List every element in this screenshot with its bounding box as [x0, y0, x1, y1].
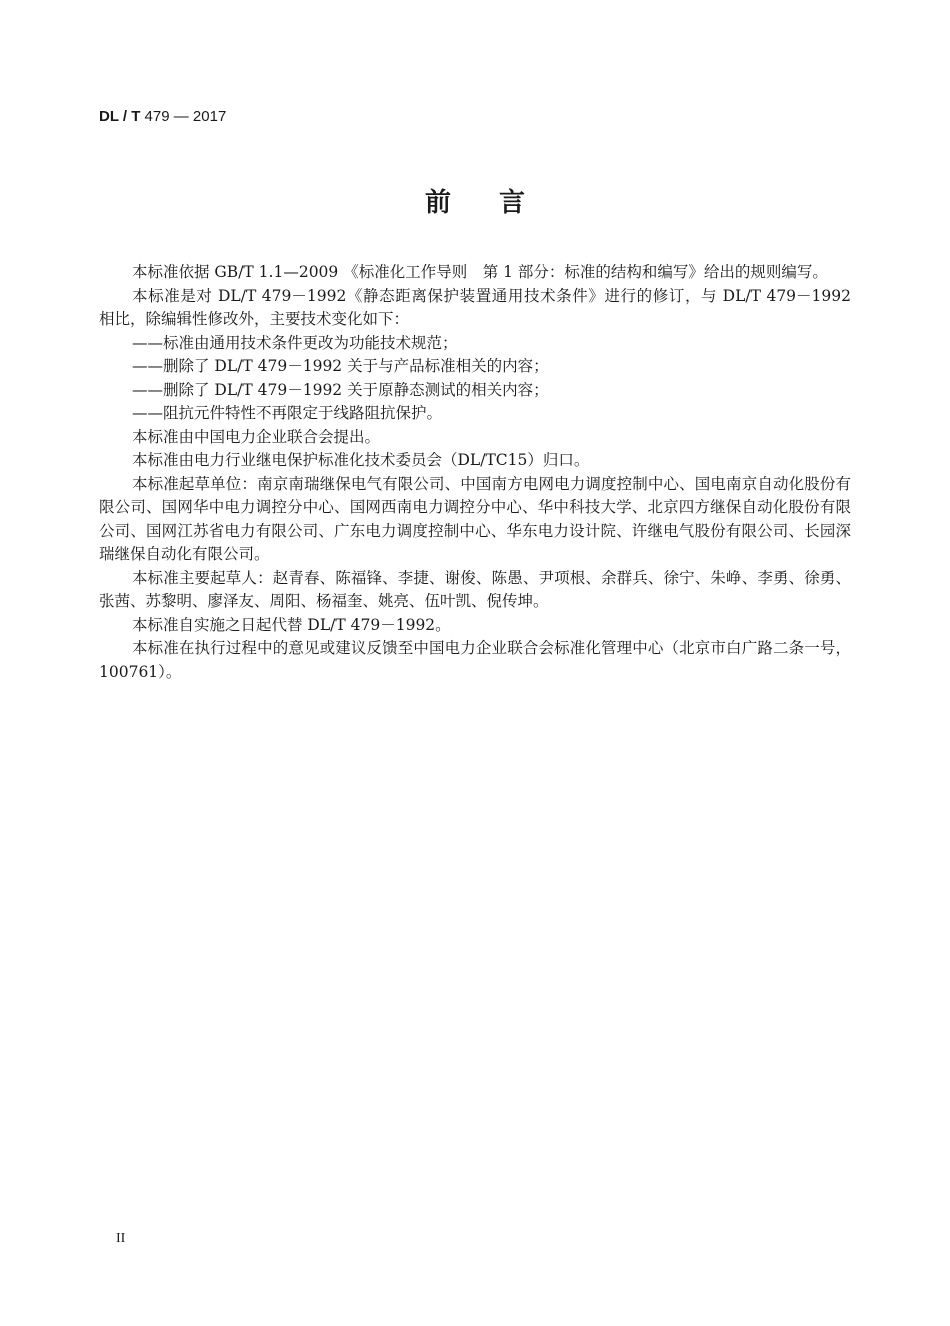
- change-item: ——阻抗元件特性不再限定于线路阻抗保护。: [132, 404, 443, 422]
- paragraph-basis: 本标准依据 GB/T 1.1—2009 《标准化工作导则 第 1 部分：标准的结构和编写》给出的规则编写。: [132, 263, 828, 281]
- change-item: ——删除了 DL/T 479－1992 关于与产品标准相关的内容；: [132, 357, 549, 375]
- paragraph-committee: 本标准由电力行业继电保护标准化技术委员会（DL/TC15）归口。: [132, 451, 590, 469]
- standard-code-number: 479 — 2017: [140, 108, 227, 125]
- paragraph-replacement: 本标准自实施之日起代替 DL/T 479－1992。: [132, 615, 451, 634]
- paragraph-drafting-units: 本标准起草单位：南京南瑞继保电气有限公司、中国南方电网电力调度控制中心、国电南京自动化股份有限公司、国网华中电力调控分中心、国网西南电力调控分中心、华中科技大学、北京四方继保自动化股份有限公司、国网江苏省电力有限公司、广东电力调度控制中心、华东电力设计院、许继电气股份有限公司、长园深瑞继保自动化有限公司。: [99, 474, 851, 563]
- paragraph-drafters: 本标准主要起草人：赵青春、陈福锋、李捷、谢俊、陈愚、尹项根、余群兵、徐宁、朱峥、李勇、徐勇、张茜、苏黎明、廖泽友、周阳、杨福奎、姚亮、伍叶凯、倪传坤。: [99, 568, 851, 610]
- paragraph-proposer: 本标准由中国电力企业联合会提出。: [132, 427, 381, 446]
- page-title: 前言: [424, 188, 573, 218]
- page-number: II: [116, 1231, 126, 1246]
- change-item: ——删除了 DL/T 479－1992 关于原静态测试的相关内容；: [132, 380, 549, 399]
- standard-code: [99, 106, 226, 128]
- standard-code-prefix: DL / T: [99, 108, 141, 125]
- change-item: ——标准由通用技术条件更改为功能技术规范；: [132, 333, 458, 352]
- paragraph-feedback: 本标准在执行过程中的意见或建议反馈至中国电力企业联合会标准化管理中心（北京市白广路二条一号，100761）。: [99, 639, 851, 681]
- foreword-body: [99, 261, 851, 684]
- paragraph-revision: 本标准是对 DL/T 479－1992《静态距离保护装置通用技术条件》进行的修订，与 DL/T 479－1992 相比，除编辑性修改外，主要技术变化如下：: [99, 286, 851, 328]
